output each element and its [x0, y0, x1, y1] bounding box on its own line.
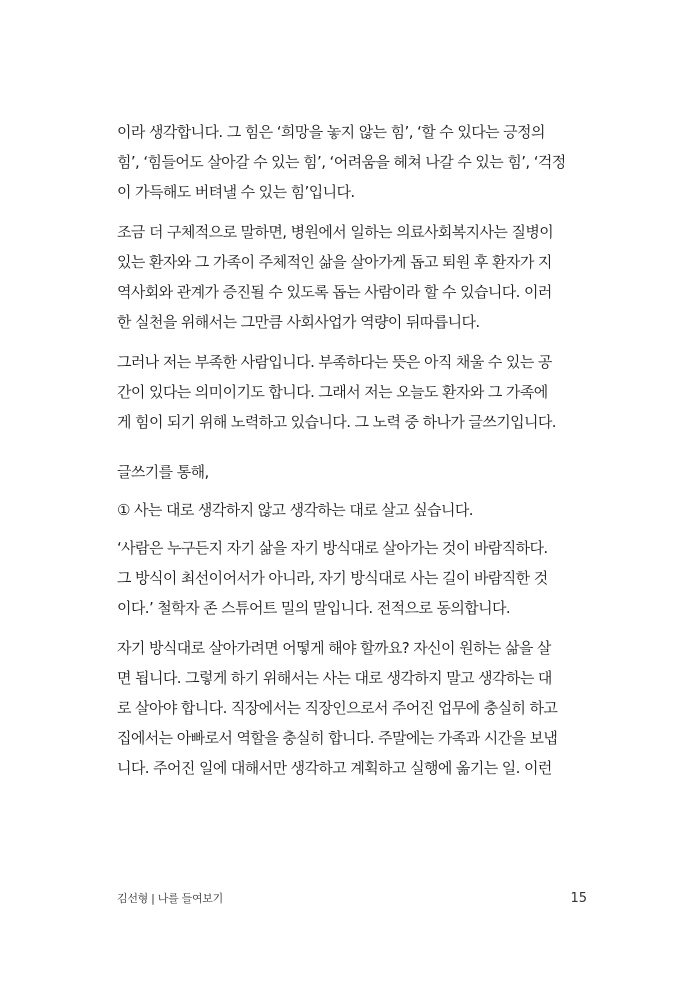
text-line: 그러나 저는 부족한 사람입니다. 부족하다는 뜻은 아직 채울 수 있는 공	[117, 353, 552, 371]
text-line: 집에서는 아빠로서 역할을 충실히 합니다. 주말에는 가족과 시간을 보냅	[117, 729, 558, 747]
text-line: 있는 환자와 그 가족이 주체적인 삶을 살아가게 돕고 퇴원 후 환자가 지	[117, 253, 552, 271]
text-line: 이 가득해도 버텨낼 수 있는 힘’입니다.	[117, 183, 355, 201]
text-line: 이다.’ 철학자 존 스튜어트 밀의 말입니다. 전적으로 동의합니다.	[117, 599, 511, 617]
text-line: 니다. 주어진 일에 대해서만 생각하고 계획하고 실행에 옮기는 일. 이런	[117, 759, 552, 777]
text-line: 게 힘이 되기 위해 노력하고 있습니다. 그 노력 중 하나가 글쓰기입니다.	[117, 413, 556, 431]
paragraph-7	[117, 633, 587, 783]
text-line: 간이 있다는 의미이기도 합니다. 그래서 저는 오늘도 환자와 그 가족에	[117, 383, 548, 401]
text-line: 조금 더 구체적으로 말하면, 병원에서 일하는 의료사회복지사는 질병이	[117, 223, 554, 241]
body-text	[117, 117, 587, 783]
running-head: 김선형 | 나를 들여보기	[117, 892, 223, 905]
paragraph-5	[117, 495, 587, 525]
text-line: ‘사람은 누구든지 자기 삶을 자기 방식대로 살아가는 것이 바람직하다.	[117, 539, 548, 557]
text-line: 자기 방식대로 살아가려면 어떻게 해야 할까요? 자신이 원하는 삶을 살	[117, 639, 551, 657]
paragraph-6	[117, 533, 587, 623]
page-footer	[117, 889, 587, 909]
text-line: 역사회와 관계가 증진될 수 있도록 돕는 사람이라 할 수 있습니다. 이러	[117, 283, 552, 301]
text-line: 한 실천을 위해서는 그만큼 사회사업가 역량이 뒤따릅니다.	[117, 313, 480, 331]
text-line: ① 사는 대로 생각하지 않고 생각하는 대로 살고 싶습니다.	[117, 501, 473, 519]
paragraph-3	[117, 347, 587, 437]
text-line: 그 방식이 최선이어서가 아니라, 자기 방식대로 사는 길이 바람직한 것	[117, 569, 548, 587]
paragraph-1	[117, 117, 587, 207]
text-line: 힘’, ‘힘들어도 살아갈 수 있는 힘’, ‘어려움을 헤쳐 나갈 수 있는 힘’, ‘걱정	[117, 153, 566, 171]
text-line: 면 됩니다. 그렇게 하기 위해서는 사는 대로 생각하지 말고 생각하는 대	[117, 669, 552, 687]
paragraph-4	[117, 457, 587, 487]
paragraph-2	[117, 217, 587, 337]
page-number: 15	[570, 891, 587, 906]
text-line: 이라 생각합니다. 그 힘은 ‘희망을 놓지 않는 힘’, ‘할 수 있다는 긍정의	[117, 123, 545, 141]
text-line: 글쓰기를 통해,	[117, 463, 209, 481]
text-line: 로 살아야 합니다. 직장에서는 직장인으로서 주어진 업무에 충실히 하고	[117, 699, 558, 717]
